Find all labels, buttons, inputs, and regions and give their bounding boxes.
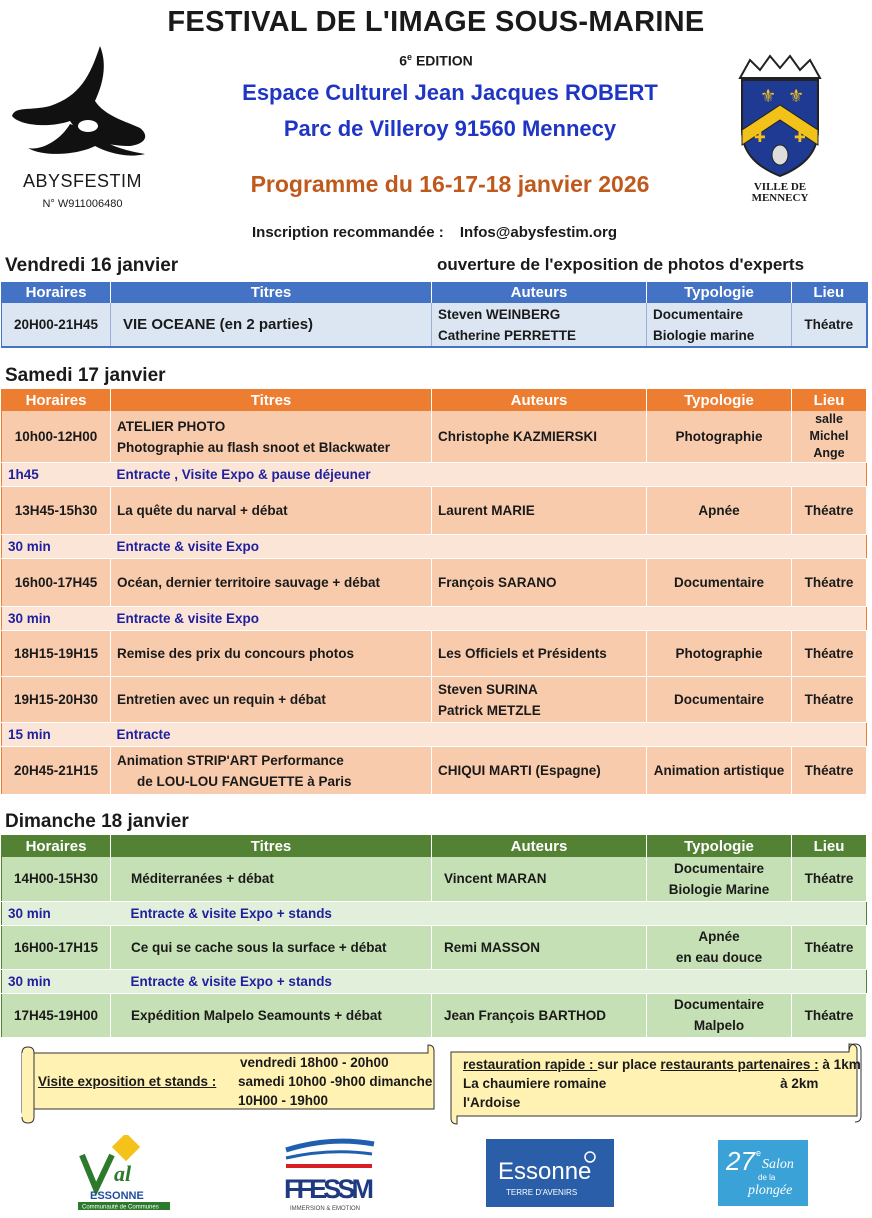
svg-text:Salon: Salon (762, 1157, 794, 1172)
expo-label: Visite exposition et stands : (38, 1074, 217, 1089)
break-row (2, 723, 867, 747)
time-cell: 30 min (2, 901, 111, 925)
restaurants-info: restauration rapide : sur place restaurants partenaires : à 1km La chaumiere romaine à 2km l'Ardoise (463, 1057, 861, 1110)
table-row (2, 559, 867, 607)
friday-title: Vendredi 16 janvier (5, 255, 179, 276)
author-cell: Vincent MARAN (432, 857, 647, 901)
salon-plongee-logo (718, 1140, 808, 1206)
time-cell: 1h45 (2, 463, 111, 487)
type-cell: Apnée en eau douce (647, 925, 792, 969)
col-titres: Titres (111, 390, 432, 412)
svg-text:27: 27 (726, 1146, 755, 1176)
coat-of-arms-icon (730, 50, 830, 180)
type-cell: Photographie (647, 411, 792, 463)
table-row (2, 487, 867, 535)
table-header-row (2, 390, 867, 412)
title-cell: VIE OCEANE (en 2 parties) (111, 303, 432, 347)
place-cell: Théatre (792, 631, 867, 677)
time-cell: 30 min (2, 969, 111, 993)
table-header-row (2, 282, 867, 303)
time-cell: 13H45-15h30 (2, 487, 111, 535)
col-horaires: Horaires (2, 836, 111, 858)
title-cell: ATELIER PHOTO Photographie au flash snoot et Blackwater (111, 411, 432, 463)
type-cell: Documentaire (647, 677, 792, 723)
time-cell: 16H00-17H15 (2, 925, 111, 969)
col-lieu: Lieu (792, 390, 867, 412)
val-essonne-logo (78, 1135, 170, 1211)
ffessm-icon (284, 1136, 376, 1212)
table-row (2, 677, 867, 723)
place-cell: Théatre (792, 747, 867, 795)
col-horaires: Horaires (2, 390, 111, 412)
inscription-label: Inscription recommandée : (252, 224, 444, 241)
svg-text:plongée: plongée (748, 1183, 793, 1198)
restaurants-scroll (443, 1040, 863, 1128)
break-row (2, 607, 867, 631)
break-cell: Entracte , Visite Expo & pause déjeuner (111, 463, 647, 487)
venue-address: Parc de Villeroy 91560 Mennecy (283, 116, 617, 141)
svg-text:Essonne: Essonne (498, 1158, 592, 1185)
title-cell: Entretien avec un requin + débat (111, 677, 432, 723)
table-row (2, 303, 867, 347)
time-cell: 15 min (2, 723, 111, 747)
page-header (0, 0, 872, 250)
place-cell: Théatre (792, 487, 867, 535)
author-cell: Les Officiels et Présidents (432, 631, 647, 677)
col-lieu: Lieu (792, 282, 867, 303)
col-lieu: Lieu (792, 836, 867, 858)
author-cell: Christophe KAZMIERSKI (432, 411, 647, 463)
expo-hours-scroll (14, 1043, 436, 1125)
festival-title: FESTIVAL DE L'IMAGE SOUS-MARINE (167, 6, 705, 38)
table-row (2, 993, 867, 1037)
inscription-email[interactable]: Infos@abysfestim.org (459, 224, 618, 241)
place-cell: Théatre (792, 559, 867, 607)
venue-name: Espace Culturel Jean Jacques ROBERT (242, 80, 658, 105)
svg-text:IMMERSION & EMOTION: IMMERSION & EMOTION (290, 1206, 361, 1212)
place-cell: Théatre (792, 993, 867, 1037)
col-auteurs: Auteurs (432, 282, 647, 303)
friday-note: ouverture de l'exposition de photos d'experts (437, 255, 805, 274)
sunday-title: Dimanche 18 janvier (5, 811, 189, 832)
time-cell: 30 min (2, 535, 111, 559)
type-cell: Documentaire Biologie marine (647, 303, 792, 347)
break-cell: Entracte & visite Expo + stands (111, 901, 647, 925)
saturday-table (1, 389, 867, 795)
type-cell: Apnée (647, 487, 792, 535)
title-cell: La quête du narval + débat (111, 487, 432, 535)
table-row (2, 925, 867, 969)
edition-label: 6e EDITION (399, 52, 473, 69)
table-row (2, 411, 867, 463)
table-header-row (2, 836, 867, 858)
col-horaires: Horaires (2, 282, 111, 303)
svg-text:al: al (114, 1161, 132, 1186)
title-cell: Remise des prix du concours photos (111, 631, 432, 677)
place-cell: Théatre (792, 677, 867, 723)
type-cell: Documentaire Biologie Marine (647, 857, 792, 901)
author-cell: Laurent MARIE (432, 487, 647, 535)
ffessm-logo (284, 1136, 376, 1212)
col-typologie: Typologie (647, 390, 792, 412)
break-row (2, 463, 867, 487)
author-cell: Jean François BARTHOD (432, 993, 647, 1037)
time-cell: 14H00-15H30 (2, 857, 111, 901)
essonne-icon (486, 1139, 614, 1207)
svg-text:FFESSM: FFESSM (284, 1174, 374, 1204)
sunday-table (1, 835, 867, 1038)
time-cell: 30 min (2, 607, 111, 631)
time-cell: 10h00-12H00 (2, 411, 111, 463)
title-cell: Ce qui se cache sous la surface + débat (111, 925, 432, 969)
author-cell: CHIQUI MARTI (Espagne) (432, 747, 647, 795)
svg-text:✚: ✚ (754, 130, 766, 146)
col-titres: Titres (111, 836, 432, 858)
time-cell: 20H00-21H45 (2, 303, 111, 347)
author-cell: Steven WEINBERG Catherine PERRETTE (432, 303, 647, 347)
time-cell: 19H15-20H30 (2, 677, 111, 723)
author-cell: Steven SURINA Patrick METZLE (432, 677, 647, 723)
abysfestim-number: N° W911006480 (42, 198, 123, 210)
title-cell: Méditerranées + débat (111, 857, 432, 901)
author-cell: François SARANO (432, 559, 647, 607)
time-cell: 18H15-19H15 (2, 631, 111, 677)
col-typologie: Typologie (647, 836, 792, 858)
type-cell: Documentaire Malpelo (647, 993, 792, 1037)
table-row (2, 631, 867, 677)
mennecy-label: VILLE DE MENNECY (751, 181, 809, 204)
break-row (2, 535, 867, 559)
type-cell: Documentaire (647, 559, 792, 607)
author-cell: Remi MASSON (432, 925, 647, 969)
time-cell: 17H45-19H00 (2, 993, 111, 1037)
place-cell: Théatre (792, 857, 867, 901)
time-cell: 16h00-17H45 (2, 559, 111, 607)
inscription-line (252, 224, 617, 241)
saturday-title: Samedi 17 janvier (5, 365, 166, 386)
table-row (2, 857, 867, 901)
title-cell: Animation STRIP'ART Performance de LOU-LOU FANGUETTE à Paris (111, 747, 432, 795)
break-cell: Entracte & visite Expo + stands (111, 969, 647, 993)
break-row (2, 969, 867, 993)
svg-text:⚜: ⚜ (788, 86, 805, 107)
programme-dates: Programme du 16-17-18 janvier 2026 (250, 171, 650, 197)
essonne-logo (486, 1139, 614, 1207)
col-typologie: Typologie (647, 282, 792, 303)
friday-table (1, 282, 868, 348)
time-cell: 20H45-21H15 (2, 747, 111, 795)
place-cell: salle Michel Ange (792, 411, 867, 463)
break-row (2, 901, 867, 925)
col-auteurs: Auteurs (432, 836, 647, 858)
title-cell: Océan, dernier territoire sauvage + débat (111, 559, 432, 607)
svg-text:e: e (756, 1148, 762, 1158)
title-cell: Expédition Malpelo Seamounts + débat (111, 993, 432, 1037)
break-cell: Entracte & visite Expo (111, 535, 647, 559)
col-auteurs: Auteurs (432, 390, 647, 412)
svg-text:Communauté de Communes: Communauté de Communes (82, 1204, 159, 1211)
place-cell: Théatre (792, 303, 867, 347)
svg-text:✚: ✚ (794, 130, 806, 146)
break-cell: Entracte & visite Expo (111, 607, 647, 631)
mennecy-coat-of-arms (730, 50, 830, 210)
svg-text:de la: de la (758, 1173, 776, 1182)
val-essonne-icon (78, 1135, 170, 1211)
svg-text:⚜: ⚜ (760, 86, 777, 107)
type-cell: Photographie (647, 631, 792, 677)
place-cell: Théatre (792, 925, 867, 969)
svg-text:TERRE D'AVENIRS: TERRE D'AVENIRS (506, 1188, 578, 1197)
expo-hours: vendredi 18h00 - 20h00 samedi 10h00 -9h00 dimanche 10H00 - 19h00 (238, 1055, 433, 1108)
type-cell: Animation artistique (647, 747, 792, 795)
break-cell: Entracte (111, 723, 647, 747)
abysfestim-name: ABYSFESTIM (22, 171, 143, 191)
svg-text:ESSONNE: ESSONNE (90, 1190, 144, 1202)
salon-plongee-icon (718, 1140, 808, 1206)
table-row (2, 747, 867, 795)
col-titres: Titres (111, 282, 432, 303)
